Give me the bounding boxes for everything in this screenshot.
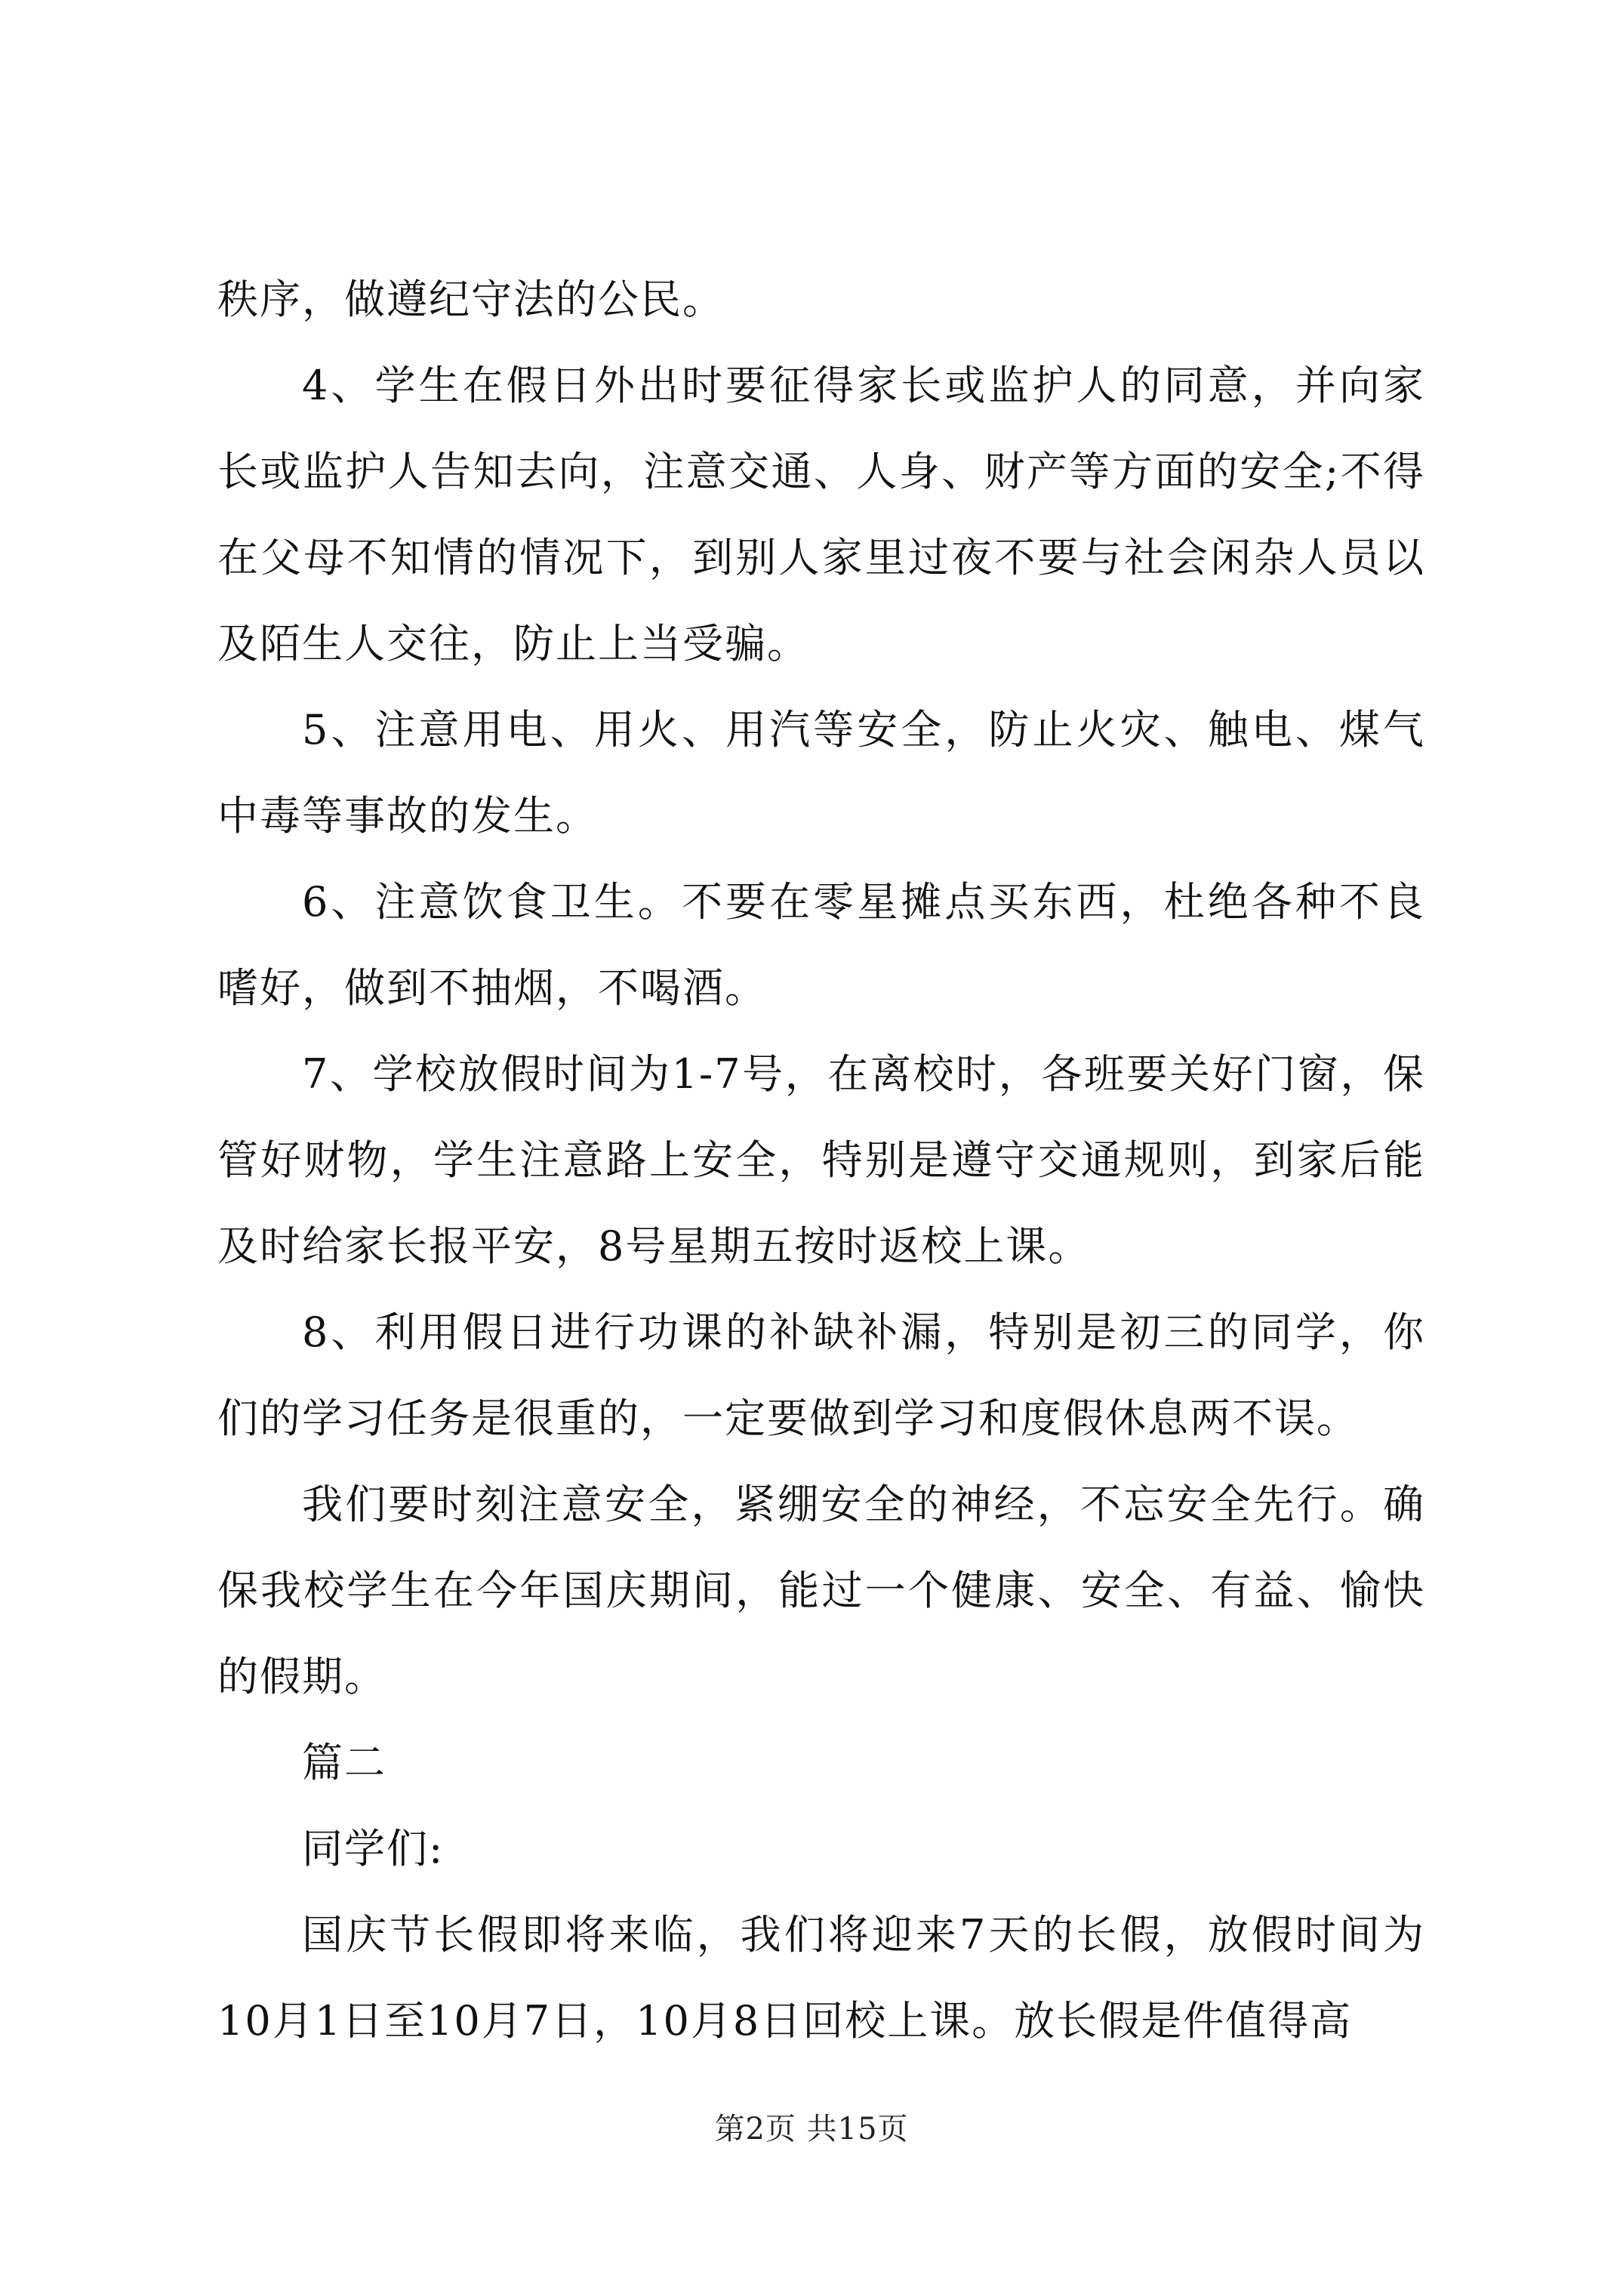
salutation: 同学们:: [302, 1825, 445, 1872]
paragraph-item-8: 8、利用假日进行功课的补缺补漏，特别是初三的同学，你们的学习任务是很重的，一定要做到学习和度假休息两不误。: [217, 1308, 1425, 1442]
paragraph-continuation: 秩序，做遵纪守法的公民。: [217, 276, 725, 323]
paragraph-item-7: 7、学校放假时间为1-7号，在离校时，各班要关好门窗，保管好财物，学生注意路上安全，特别是遵守交通规则，到家后能及时给家长报平安，8号星期五按时返校上课。: [217, 1050, 1425, 1270]
section-heading: 篇二: [302, 1739, 387, 1786]
paragraph-intro: 国庆节长假即将来临，我们将迎来7天的长假，放假时间为10月1日至10月7日，10月8日回校上课。放长假是件值得高: [217, 1911, 1425, 2045]
paragraph-conclusion: 我们要时刻注意安全，紧绷安全的神经，不忘安全先行。确保我校学生在今年国庆期间，能过一个健康、安全、有益、愉快的假期。: [217, 1481, 1425, 1700]
paragraph-item-5: 5、注意用电、用火、用汽等安全，防止火灾、触电、煤气中毒等事故的发生。: [217, 706, 1425, 840]
paragraph-item-4: 4、学生在假日外出时要征得家长或监护人的同意，并向家长或监护人告知去向，注意交通、人身、财产等方面的安全;不得在父母不知情的情况下，到别人家里过夜不要与社会闲杂人员以及陌生人交往，防止上当受骗。: [217, 362, 1425, 667]
document-body: [217, 257, 1425, 2064]
paragraph-item-6: 6、注意饮食卫生。不要在零星摊点买东西，杜绝各种不良嗜好，做到不抽烟，不喝酒。: [217, 878, 1425, 1012]
page-number-footer: 第2页 共15页: [714, 2112, 909, 2147]
